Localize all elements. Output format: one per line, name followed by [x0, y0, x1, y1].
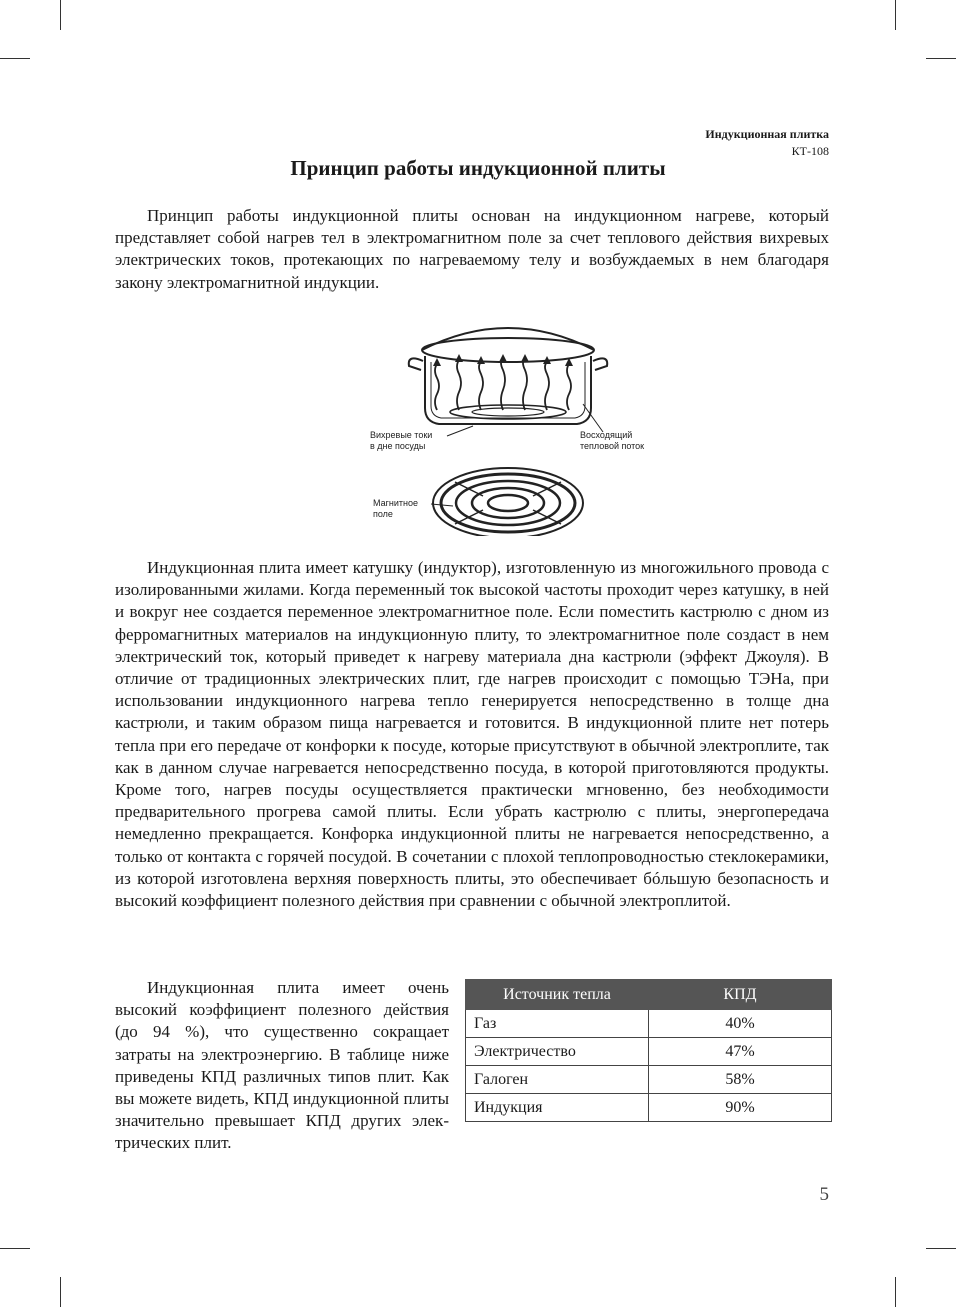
crop-mark [0, 58, 30, 59]
page-number: 5 [819, 1184, 829, 1205]
body-text: Индукционная плита имеет катушку (индуктор), изготовленную из многожильного провода с изолированными жилами. Когда переменный ток высокой частоты проходит через катушку, в ней и вокруг нее создается переменное электромагнитное поле. Если поместить кастрюлю с дном из ферромагнитных материалов на индукционную плиту, то электромагнитное поле создаст в нем электрический ток, который приведет к нагреву материала дна кастрюли (эффект Джоуля). В отличие от традиционных электрических плит, где нагрев происходит с помощью ТЭНа, при использовании индукционного нагрева тепло генерируется непосредственно в толще дна кастрюли, и таким образом пища нагревается и готовится. В индукционной плите нет потерь тепла при его передаче от конфорки к посуде, которые присутствуют в обычной электроплите, так как в данном случае нагревается непосредственно посуда, в которой приготовляются продукты. Кроме того, нагрев посуды осуществляется практически мгновенно, без необходимости предварительного прогрева самой плиты. Если убрать кастрюлю с плиты, энергопередача немедленно прекращается. Конфорка индукционной плиты не нагревается непосредственно, а только от контакта с горячей посудой. В сочетании с плохой теплопроводностью стеклокерамики, из которой изготовлена верхняя поверхность плиты, это обеспечивает бóльшую безопасность и высокий коэффициент полезного действия при сравнении с обычной электроплитой. [115, 558, 829, 911]
table-cell-source: Галоген [466, 1066, 649, 1094]
header-product: Индукционная плитка [705, 127, 829, 141]
pot-body [425, 356, 591, 424]
label-field-2: поле [373, 509, 393, 519]
table-header-row [466, 980, 832, 1010]
efficiency-table [465, 979, 832, 1122]
table-header-efficiency: КПД [649, 980, 832, 1010]
table-cell-value: 58% [649, 1066, 832, 1094]
crop-mark [926, 58, 956, 59]
label-eddy-1: Вихревые токи [370, 430, 433, 440]
heat-flow-arrows [435, 358, 571, 410]
header-model: КТ-108 [791, 144, 829, 158]
table-cell-source: Индукция [466, 1094, 649, 1122]
intro-text: Принцип работы индукционной плиты основан на индукционном нагреве, который представляет собой нагрев тел в электромагнитном поле за счет теплового действия вихревых электрических токов, протекающих по нагреваемому телу и возбуждаемых в нем благодаря закону электромагнитной индукции. [115, 206, 829, 292]
efficiency-paragraph [115, 977, 449, 1155]
body-paragraph [115, 557, 829, 912]
page-title: Принцип работы индукционной плиты [290, 156, 666, 180]
running-header [705, 126, 829, 160]
table-cell-source: Газ [466, 1010, 649, 1038]
crop-mark [895, 0, 896, 30]
eddy-current-outer [450, 405, 566, 419]
pot-lid-rim [422, 338, 594, 362]
pot-handle-right [593, 358, 607, 370]
table-cell-source: Электричество [466, 1038, 649, 1066]
table-cell-value: 90% [649, 1094, 832, 1122]
eddy-current-inner [472, 408, 544, 416]
crop-mark [895, 1277, 896, 1307]
table-cell-value: 47% [649, 1038, 832, 1066]
label-heat-2: тепловой поток [580, 441, 645, 451]
efficiency-text: Индукционная плита имеет очень высокий коэффициент полезного действия (до 94 %), что существенно сокращает затраты на электроэнергию. В таблице ниже приведены КПД различных типов плит. Как вы можете видеть, КПД индукционной плиты значительно превышает КПД других электрических плит. [115, 978, 449, 1153]
table-row [466, 1066, 832, 1094]
crop-mark [60, 1277, 61, 1307]
induction-diagram [355, 316, 675, 536]
label-eddy-2: в дне посуды [370, 441, 426, 451]
table-row [466, 1010, 832, 1038]
table-cell-value: 40% [649, 1010, 832, 1038]
pot-handle-left [409, 358, 423, 370]
crop-mark [60, 0, 61, 30]
intro-paragraph [115, 205, 829, 294]
induction-coil [433, 468, 583, 536]
table-header-source: Источник тепла [466, 980, 649, 1010]
induction-diagram-svg [355, 316, 675, 536]
table-row [466, 1038, 832, 1066]
label-field-1: Магнитное [373, 498, 418, 508]
label-heat-1: Восходящий [580, 430, 633, 440]
crop-mark [926, 1248, 956, 1249]
table-row [466, 1094, 832, 1122]
crop-mark [0, 1248, 30, 1249]
